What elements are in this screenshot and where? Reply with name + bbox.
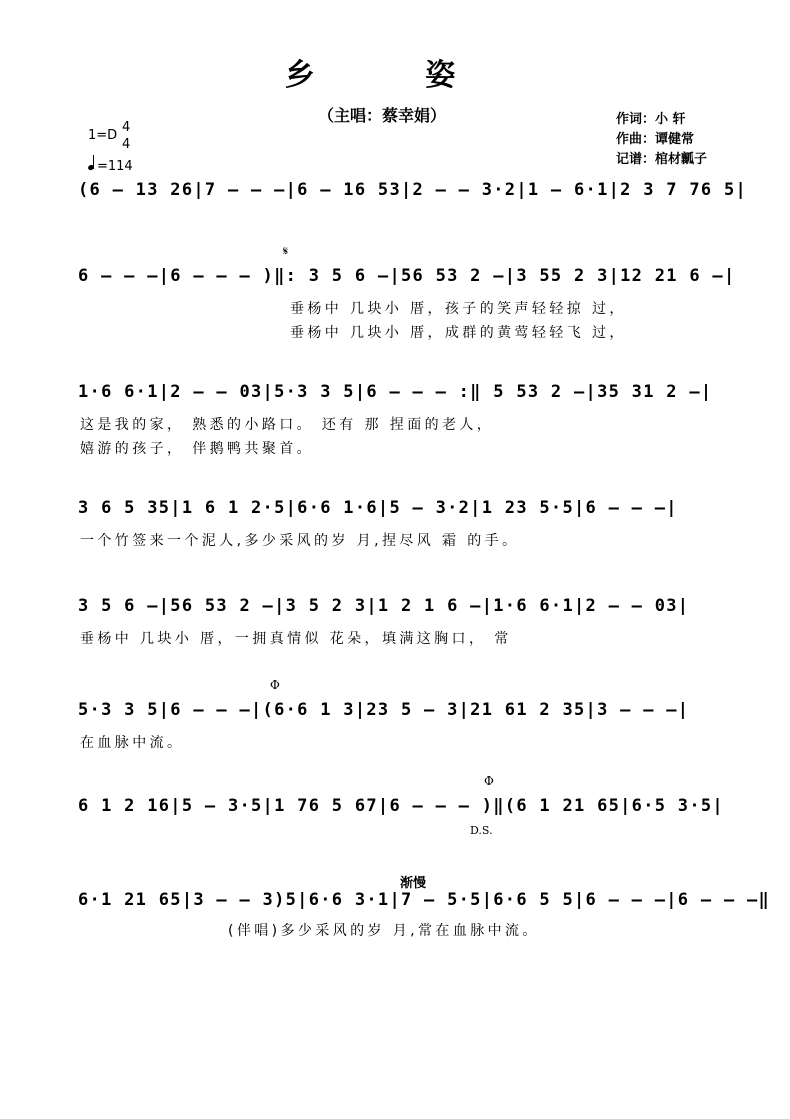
lyric-8: (伴唱)多少采风的岁 月,常在血脉中流。 [228,923,540,939]
staff-line-1: (6 – 13 26|7 – – –|6 – 16 53|2 – – 3·2|1 – 6·1|2 3 7 76 5| [78,180,748,200]
lyric-3-verse-2: 嬉游的孩子， 伴鹅鸭共聚首。 [80,441,315,457]
staff-line-3: 1·6 6·1|2 – – 03|5·3 3 5|6 – – – :‖ 5 53 2 –|35 31 2 –| [78,382,713,402]
time-signature-top: 4 [122,120,131,135]
tempo-marking [88,155,133,174]
staff-line-7: 6 1 2 16|5 – 3·5|1 76 5 67|6 – – – )‖(6 1 21 65|6·5 3·5| [78,796,724,816]
composer-credit: 作曲：谭健常 [616,132,695,147]
transcriber-credit: 记谱：棺材瓤子 [616,152,708,167]
song-title: 乡 姿 [284,58,506,93]
staff-line-8: 6·1 21 65|3 – – 3)5|6·6 3·1|7 – 5·5|6·6 5 5|6 – – –|6 – – –‖ [78,890,771,910]
lyric-5: 垂杨中 几块小 厝，一拥真情似 花朵，填满这胸口， 常 [80,631,512,647]
lyric-4: 一个竹签来一个泥人,多少采风的岁 月,捏尽风 霜 的手。 [80,533,520,549]
staff-line-5: 3 5 6 –|56 53 2 –|3 5 2 3|1 2 1 6 –|1·6 6·1|2 – – 03| [78,596,690,616]
lyric-3-verse-1: 这是我的家， 熟悉的小路口。 还有 那 捏面的老人， [80,417,495,433]
segno-sign: 𝄋 [283,244,289,258]
coda-sign-1: Φ [270,678,280,692]
singer-credit: （主唱：蔡幸娟） [318,106,447,125]
tempo-value: =114 [97,159,133,174]
lyric-2-verse-2: 垂杨中 几块小 厝，成群的黄莺轻轻飞 过， [290,325,627,341]
tempo-slowing-mark: 渐慢 [400,876,427,891]
coda-sign-2: Φ [484,774,494,788]
staff-line-6: 5·3 3 5|6 – – –|(6·6 1 3|23 5 – 3|21 61 2 35|3 – – –| [78,700,690,720]
staff-line-2: 6 – – –|6 – – – )‖: 3 5 6 –|56 53 2 –|3 55 2 3|12 21 6 –| [78,266,736,286]
time-signature-bottom: 4 [122,137,131,152]
lyric-6: 在血脉中流。 [80,735,185,751]
staff-line-4: 3 6 5 35|1 6 1 2·5|6·6 1·6|5 – 3·2|1 23 5·5|6 – – –| [78,498,678,518]
key-signature: 1=D [88,128,118,143]
dal-segno-mark: D.S. [470,824,493,837]
lyricist-credit: 作词：小 轩 [616,112,686,127]
lyric-2-verse-1: 垂杨中 几块小 厝，孩子的笑声轻轻掠 过， [290,301,627,317]
